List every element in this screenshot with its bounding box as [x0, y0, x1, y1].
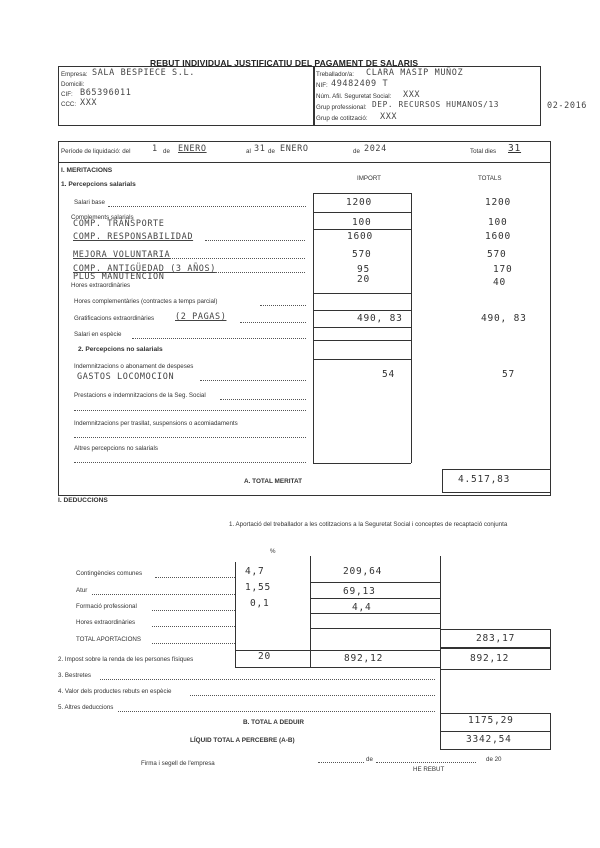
period-year: 2024	[364, 144, 387, 154]
salari-especie-label: Salari en espècie	[74, 331, 122, 338]
hores-extra-label: Hores extraordinàries	[71, 282, 131, 289]
domicili-label: Domicili:	[61, 81, 85, 88]
irpf-pct: 20	[258, 651, 272, 662]
meritacions-header: I. MERITACIONS	[61, 167, 113, 174]
gratificacions-hw: (2 PAGAS)	[175, 312, 227, 322]
import-col-left	[313, 193, 314, 463]
trasllat-label: Indemnitzacions per trasllat, suspensions o acomiadaments	[74, 420, 238, 427]
period-label: Període de liquidació: del	[61, 148, 131, 155]
firma-label: Firma i segell de l'empresa	[141, 760, 215, 767]
no-salarials-header: 2. Percepcions no salarials	[78, 346, 163, 353]
especie-label: 4. Valor dels productes rebuts en espècie	[58, 688, 172, 695]
indemnitzacions-total: 57	[502, 369, 516, 380]
complement-name: COMP. TRANSPORTE	[73, 219, 165, 229]
cif-value: B65396011	[80, 88, 132, 98]
total-aportacions-label: TOTAL APORTACIONS	[76, 636, 141, 643]
period-divider	[58, 162, 550, 163]
complement-import: 570	[352, 249, 372, 260]
altres-deduccions-label: 5. Altres deduccions	[58, 704, 114, 711]
indemnitzacions-hw: GASTOS LOCOMOCION	[77, 372, 175, 382]
complement-import: 1600	[347, 231, 374, 242]
complement-import: 20	[357, 274, 371, 285]
salari-base-import: 1200	[346, 197, 373, 208]
period-to-day: 31	[254, 144, 266, 154]
deduction-import: 209,64	[343, 566, 383, 577]
salari-base-label: Salari base	[74, 199, 105, 206]
period-de3: de	[353, 148, 360, 155]
period-from-month: ENERO	[178, 144, 207, 154]
grup-extra: 02-2016	[547, 101, 588, 111]
indemnitzacions-label: Indemnitzacions o abonament de despeses	[74, 363, 194, 370]
grup-label: Grup professional:	[316, 104, 367, 111]
period-to-month: ENERO	[280, 144, 309, 154]
irpf-import: 892,12	[344, 653, 384, 664]
altres-percepcions-label: Altres percepcions no salarials	[74, 445, 158, 452]
gratificacions-import: 490, 83	[357, 313, 403, 324]
bestretes-label: 3. Bestretes	[58, 672, 92, 679]
gratificacions-total: 490, 83	[481, 313, 527, 324]
deduction-pct: 4,7	[245, 566, 265, 577]
hores-compl-label: Hores complementàries (contractes a temps parcial)	[74, 298, 218, 305]
complement-name: MEJORA VOLUNTARIA	[73, 250, 171, 260]
deduction-label: Formació professional	[76, 603, 137, 610]
complement-import: 100	[352, 217, 372, 228]
footer-de: de	[366, 756, 373, 763]
complement-import: 95	[357, 264, 371, 275]
deduccions-intro: 1. Aportació del treballador a les cotitzacions a la Seguretat Social i conceptes de recaptació conjunta	[229, 521, 508, 528]
naf-label: Núm. Afil. Seguretat Social:	[316, 93, 392, 100]
period-de2: de	[268, 148, 275, 155]
totals-header: TOTALS	[478, 175, 502, 182]
total-dies-value: 31	[508, 143, 522, 154]
deduction-label: Contingències comunes	[76, 570, 143, 577]
cif-label: CIF:	[61, 91, 73, 98]
grup-value: DEP. RECURSOS HUMANOS/13	[372, 100, 500, 109]
complement-total: 100	[488, 217, 508, 228]
treballador-value: CLARA MASIP MUÑOZ	[366, 68, 464, 78]
deduction-pct: 0,1	[250, 598, 270, 609]
prestacions-label: Prestacions e indemnitzacions de la Seg. Social	[74, 392, 206, 399]
gratificacions-label: Gratificacions extraordinàries	[74, 315, 155, 322]
total-meritat-label: A. TOTAL MERITAT	[244, 478, 302, 485]
indemnitzacions-import: 54	[382, 369, 396, 380]
deduccions-header: I. DEDUCCIONS	[58, 497, 108, 504]
cotitzacio-value: XXX	[380, 112, 398, 122]
complement-total: 40	[493, 277, 507, 288]
nif-value: 49482409 T	[331, 79, 389, 89]
treballador-label: Treballador/a:	[316, 71, 354, 78]
empresa-label: Empresa:	[61, 71, 88, 78]
naf-value: XXX	[403, 90, 421, 100]
deduction-pct: 1,55	[245, 582, 272, 593]
period-al: al	[246, 148, 251, 155]
total-meritat-value: 4.517,83	[458, 474, 511, 485]
total-dies-label: Total dies	[470, 148, 497, 155]
liquid-value: 3342,54	[466, 734, 512, 745]
salari-base-total: 1200	[485, 197, 512, 208]
complement-total: 570	[487, 249, 507, 260]
footer-de20: de 20	[486, 756, 502, 763]
complement-name: COMP. ANTIGÜEDAD (3 AÑOS)	[73, 264, 216, 274]
cotitzacio-label: Grup de cotització:	[316, 115, 368, 122]
deduction-import: 4,4	[352, 602, 372, 613]
pct-header: %	[270, 548, 276, 555]
complement-total: 170	[493, 264, 513, 275]
import-header: IMPORT	[357, 175, 381, 182]
nif-label: NIF:	[316, 82, 328, 89]
deduction-label: Atur	[76, 587, 88, 594]
complement-name: COMP. RESPONSABILIDAD	[73, 232, 194, 242]
ccc-value: XXX	[80, 98, 98, 108]
deduction-label: Hores extraordinàries	[76, 619, 136, 626]
complement-name: PLUS MANUTENCION	[73, 272, 165, 282]
period-from-day: 1	[152, 144, 158, 154]
total-deduir-label: B. TOTAL A DEDUIR	[243, 719, 304, 726]
total-aportacions-value: 283,17	[476, 633, 516, 644]
liquid-label: LÍQUID TOTAL A PERCEBRE (A-B)	[190, 737, 295, 744]
import-col-right	[411, 193, 412, 463]
complements-label: Complements salarials	[71, 214, 134, 221]
deduction-import: 69,13	[343, 586, 376, 597]
salarials-header: 1. Percepcions salarials	[61, 181, 136, 188]
irpf-label: 2. Impost sobre la renda de les persones físiques	[58, 656, 194, 663]
empresa-value: SALA BESPIECE S.L.	[92, 68, 195, 78]
complement-total: 1600	[485, 231, 512, 242]
period-de1: de	[163, 148, 170, 155]
total-deduir-value: 1175,29	[468, 715, 514, 726]
ccc-label: CCC:	[61, 101, 77, 108]
he-rebut-label: HE REBUT	[413, 766, 445, 773]
irpf-total: 892,12	[470, 653, 510, 664]
document-title: REBUT INDIVIDUAL JUSTIFICATIU DEL PAGAMENT DE SALARIS	[150, 58, 419, 68]
